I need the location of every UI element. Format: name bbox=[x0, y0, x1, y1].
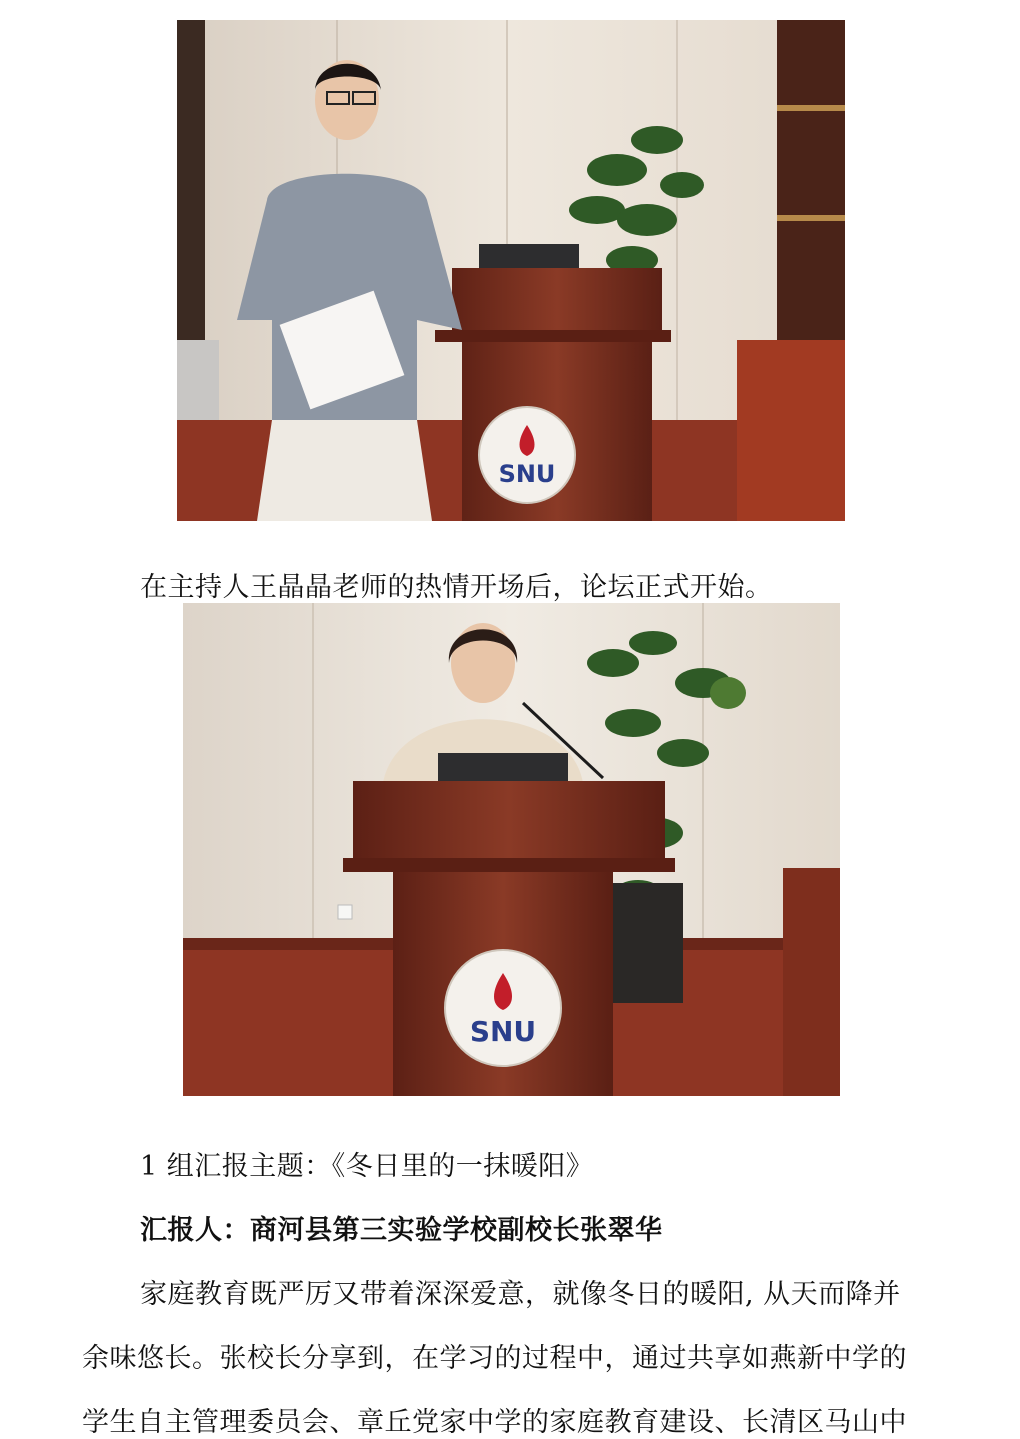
podium-logo-letters: SNU bbox=[498, 460, 556, 488]
host-photo-image bbox=[177, 20, 845, 521]
body-text-line-1: 家庭教育既严厉又带着深深爱意，就像冬日的暖阳, 从天而降并 bbox=[140, 1279, 901, 1310]
body-text-line-2: 余味悠长。张校长分享到，在学习的过程中，通过共享如燕新中学的 bbox=[82, 1343, 907, 1374]
speaker-photo-image bbox=[183, 603, 840, 1096]
podium-logo-letters-2: SNU bbox=[469, 1015, 537, 1048]
caption-host: 在主持人王晶晶老师的热情开场后，论坛正式开始。 bbox=[140, 572, 773, 603]
reporter-line: 汇报人：商河县第三实验学校副校长张翠华 bbox=[140, 1215, 663, 1246]
host-photo bbox=[177, 20, 845, 521]
body-text-line-3: 学生自主管理委员会、章丘党家中学的家庭教育建设、长清区马山中 bbox=[82, 1407, 907, 1438]
report-topic: 1 组汇报主题：《冬日里的一抹暖阳》 bbox=[140, 1151, 594, 1182]
speaker-photo bbox=[183, 603, 840, 1096]
